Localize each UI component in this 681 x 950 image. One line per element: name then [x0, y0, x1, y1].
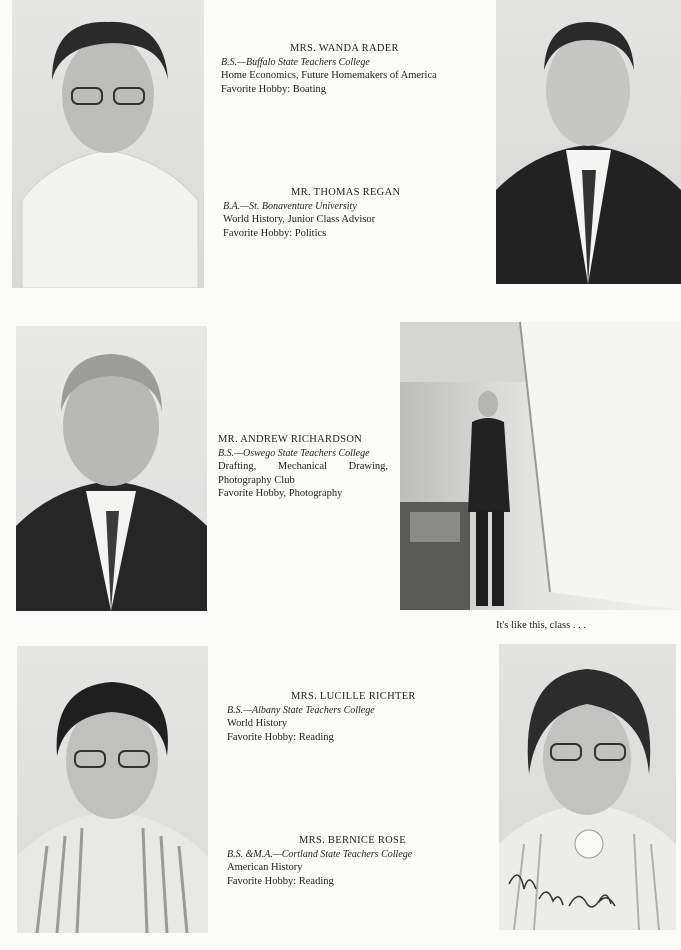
teacher-name: MRS. BERNICE ROSE — [299, 835, 406, 846]
teacher-name: MRS. LUCILLE RICHTER — [291, 691, 416, 702]
teacher-degree: B.A.—St. Bonaventure University — [223, 200, 357, 212]
teacher-hobby: Favorite Hobby: Reading — [227, 731, 334, 743]
teacher-hobby: Favorite Hobby, Photography — [218, 488, 343, 499]
teacher-degree: B.S.—Buffalo State Teachers College — [221, 56, 370, 68]
portrait-lucille-richter — [17, 646, 208, 933]
portrait-thomas-regan — [496, 0, 681, 284]
teacher-degree: B.S.—Oswego State Teachers College — [218, 447, 370, 459]
teacher-subjects: World History, Junior Class Advisor — [223, 214, 376, 225]
teacher-hobby: Favorite Hobby: Reading — [227, 875, 334, 887]
teacher-degree: B.S.—Albany State Teachers College — [227, 704, 375, 716]
teacher-hobby: Favorite Hobby: Politics — [223, 227, 327, 239]
teacher-degree: B.S. &M.A.—Cortland State Teachers College — [227, 848, 413, 860]
teacher-name: MRS. WANDA RADER — [290, 43, 399, 54]
teacher-subjects: Drafting, Mechanical Drawing, Photography Club — [218, 461, 388, 486]
classroom-photo — [400, 322, 681, 610]
bio-wanda-rader — [221, 42, 481, 96]
bio-andrew-richardson — [218, 433, 388, 501]
teacher-subjects: American History — [227, 862, 303, 873]
teacher-hobby: Favorite Hobby: Boating — [221, 83, 326, 95]
bio-thomas-regan — [223, 186, 483, 240]
teacher-name: MR. ANDREW RICHARDSON — [218, 434, 363, 445]
teacher-subjects: Home Economics, Future Homemakers of America — [221, 70, 437, 81]
portrait-wanda-rader — [12, 0, 204, 288]
bio-lucille-richter — [227, 690, 467, 744]
bio-bernice-rose — [227, 834, 487, 888]
portrait-bernice-rose — [499, 644, 676, 930]
teacher-subjects: World History — [227, 718, 288, 729]
teacher-name: MR. THOMAS REGAN — [291, 187, 401, 198]
classroom-caption: It's like this, class . . . — [496, 620, 586, 631]
portrait-andrew-richardson — [16, 326, 207, 611]
